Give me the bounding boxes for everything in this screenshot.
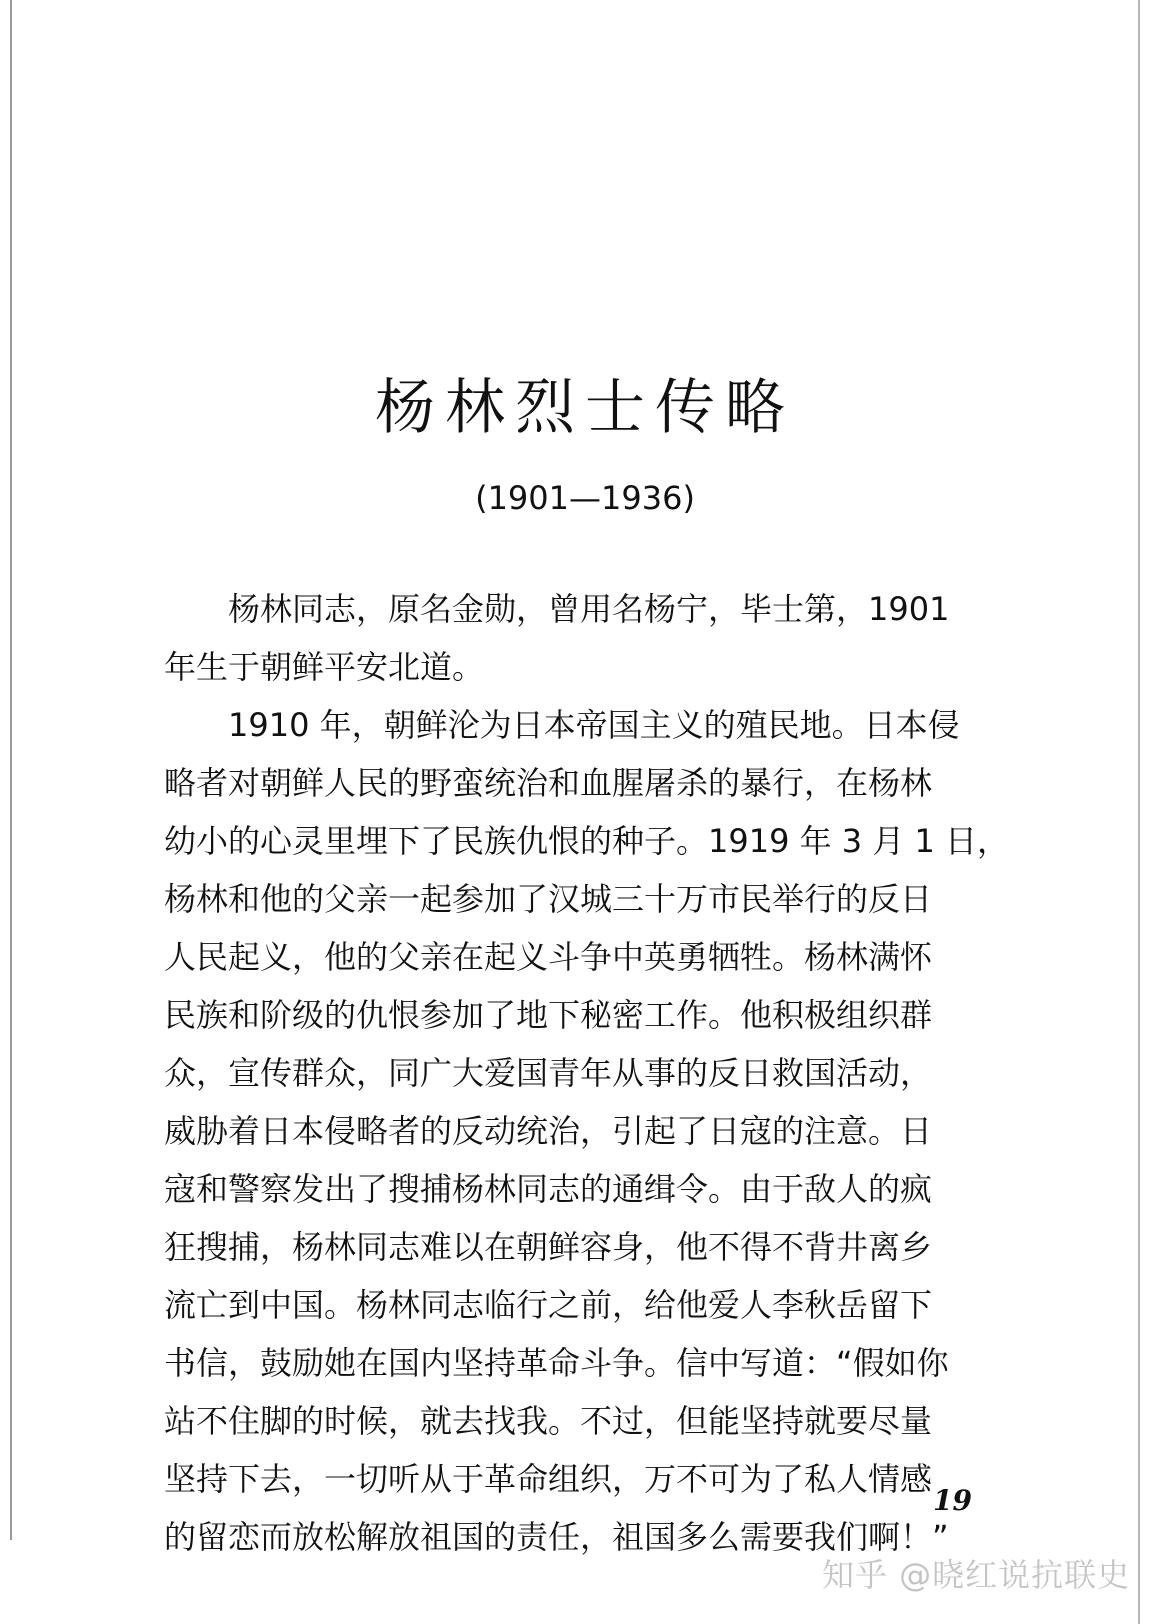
paragraph-2-line-7: 众，宣传群众，同广大爱国青年从事的反日救国活动，: [164, 1054, 933, 1092]
paragraph-2-line-14: 坚持下去，一切听从于革命组织，万不可为了私人情感: [164, 1460, 933, 1498]
paragraph-1-line-2: 年生于朝鲜平安北道。: [164, 648, 485, 686]
paragraph-2-line-11: 流亡到中国。杨林同志临行之前，给他爱人李秋岳留下: [164, 1286, 933, 1324]
chapter-dates: (1901—1936): [475, 479, 695, 517]
paragraph-2-line-6: 民族和阶级的仇恨参加了地下秘密工作。他积极组织群: [164, 996, 933, 1034]
page-number: 19: [933, 1484, 972, 1517]
paragraph-2-line-4: 杨林和他的父亲一起参加了汉城三十万市民举行的反日: [164, 880, 933, 918]
watermark: 知乎 @晓红说抗联史: [822, 1556, 1131, 1594]
paragraph-2-line-2: 略者对朝鲜人民的野蛮统治和血腥屠杀的暴行，在杨林: [164, 764, 933, 802]
paragraph-2-line-8: 威胁着日本侵略者的反动统治，引起了日寇的注意。日: [164, 1112, 933, 1150]
paragraph-2-line-12: 书信，鼓励她在国内坚持革命斗争。信中写道：“假如你: [164, 1344, 949, 1382]
chapter-title: 杨林烈士传略: [375, 373, 795, 443]
paragraph-1-line-1: 杨林同志，原名金勋，曾用名杨宁，毕士第，1901: [228, 590, 950, 628]
paragraph-2-line-3: 幼小的心灵里埋下了民族仇恨的种子。1919 年 3 月 1 日，: [164, 822, 1010, 860]
paragraph-2-line-5: 人民起义，他的父亲在起义斗争中英勇牺牲。杨林满怀: [164, 938, 933, 976]
paragraph-2-line-10: 狂搜捕，杨林同志难以在朝鲜容身，他不得不背井离乡: [164, 1228, 933, 1266]
body-text: [164, 580, 1014, 1566]
paragraph-2-line-1: 1910 年，朝鲜沦为日本帝国主义的殖民地。日本侵: [228, 706, 960, 744]
right-page-edge: [1138, 0, 1140, 1624]
left-page-edge: [10, 0, 12, 1540]
paragraph-2-line-9: 寇和警察发出了搜捕杨林同志的通缉令。由于敌人的疯: [164, 1170, 933, 1208]
paragraph-2-line-13: 站不住脚的时候，就去找我。不过，但能坚持就要尽量: [164, 1402, 933, 1440]
paragraph-2-line-15: 的留恋而放松解放祖国的责任，祖国多么需要我们啊！”: [164, 1518, 949, 1556]
